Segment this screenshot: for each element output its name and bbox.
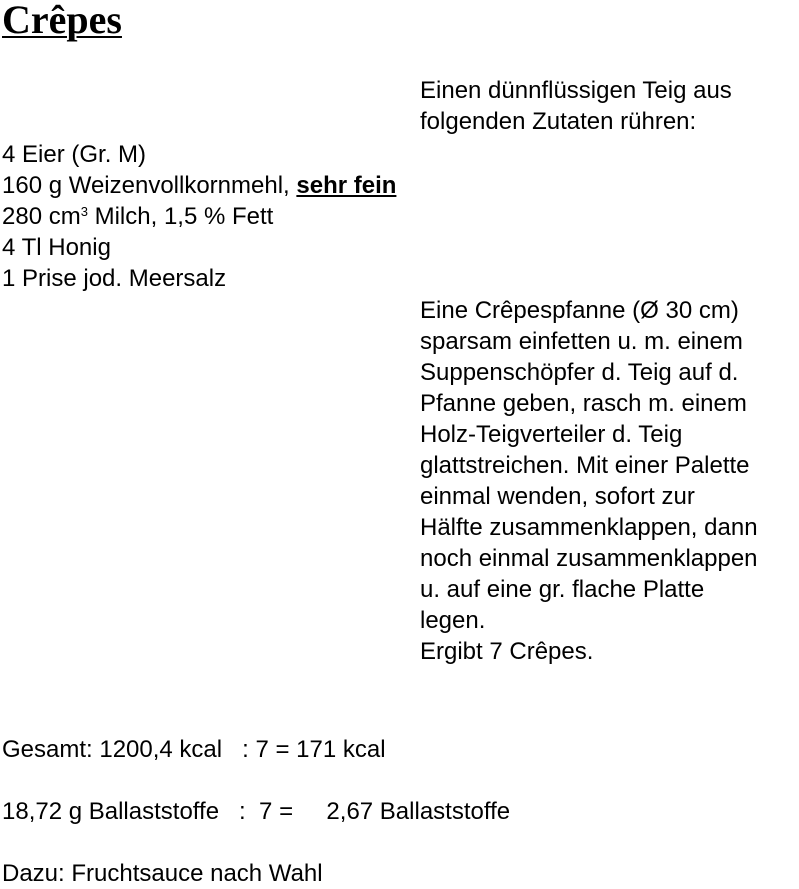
ingredient-flour bbox=[2, 170, 396, 201]
serving-suggestion: Dazu: Fruchtsauce nach Wahl bbox=[2, 860, 323, 887]
instruction-line: Pfanne geben, rasch m. einem bbox=[420, 390, 747, 417]
instruction-line: Hälfte zusammenklappen, dann bbox=[420, 514, 758, 541]
nutrition-total: Gesamt: 1200,4 kcal : 7 = 171 kcal bbox=[2, 736, 386, 763]
instruction-line: sparsam einfetten u. m. einem bbox=[420, 328, 743, 355]
intro-line: folgenden Zutaten rühren: bbox=[420, 108, 697, 135]
milk-amount: 280 cm bbox=[2, 203, 81, 230]
flour-text: 160 g Weizenvollkornmehl, bbox=[2, 172, 297, 199]
instruction-line: Eine Crêpespfanne (Ø 30 cm) bbox=[420, 297, 739, 324]
yield-line: Ergibt 7 Crêpes. bbox=[420, 638, 594, 665]
ingredient-milk bbox=[2, 201, 396, 232]
ingredient-salt: 1 Prise jod. Meersalz bbox=[2, 265, 227, 292]
instruction-line: einmal wenden, sofort zur bbox=[420, 483, 695, 510]
instruction-line: Suppenschöpfer d. Teig auf d. bbox=[420, 359, 739, 386]
milk-text: Milch, 1,5 % Fett bbox=[87, 203, 274, 230]
intro-line: Einen dünnflüssigen Teig aus bbox=[420, 77, 732, 104]
intro-text bbox=[420, 75, 732, 137]
instruction-line: u. auf eine gr. flache Platte bbox=[420, 576, 705, 603]
nutrition-fiber: 18,72 g Ballaststoffe : 7 = 2,67 Ballaststoffe bbox=[2, 798, 511, 825]
instruction-line: noch einmal zusammenklappen bbox=[420, 545, 758, 572]
instruction-line: glattstreichen. Mit einer Palette bbox=[420, 452, 750, 479]
instructions bbox=[420, 295, 758, 667]
flour-emphasis: sehr fein bbox=[296, 172, 397, 199]
ingredient-eggs: 4 Eier (Gr. M) bbox=[2, 141, 147, 168]
instruction-line: legen. bbox=[420, 607, 486, 634]
ingredient-honey: 4 Tl Honig bbox=[2, 234, 111, 261]
milk-superscript: 3 bbox=[80, 204, 88, 219]
instruction-line: Holz-Teigverteiler d. Teig bbox=[420, 421, 683, 448]
ingredient-list bbox=[2, 139, 396, 294]
recipe-title: Crêpes bbox=[2, 0, 122, 42]
